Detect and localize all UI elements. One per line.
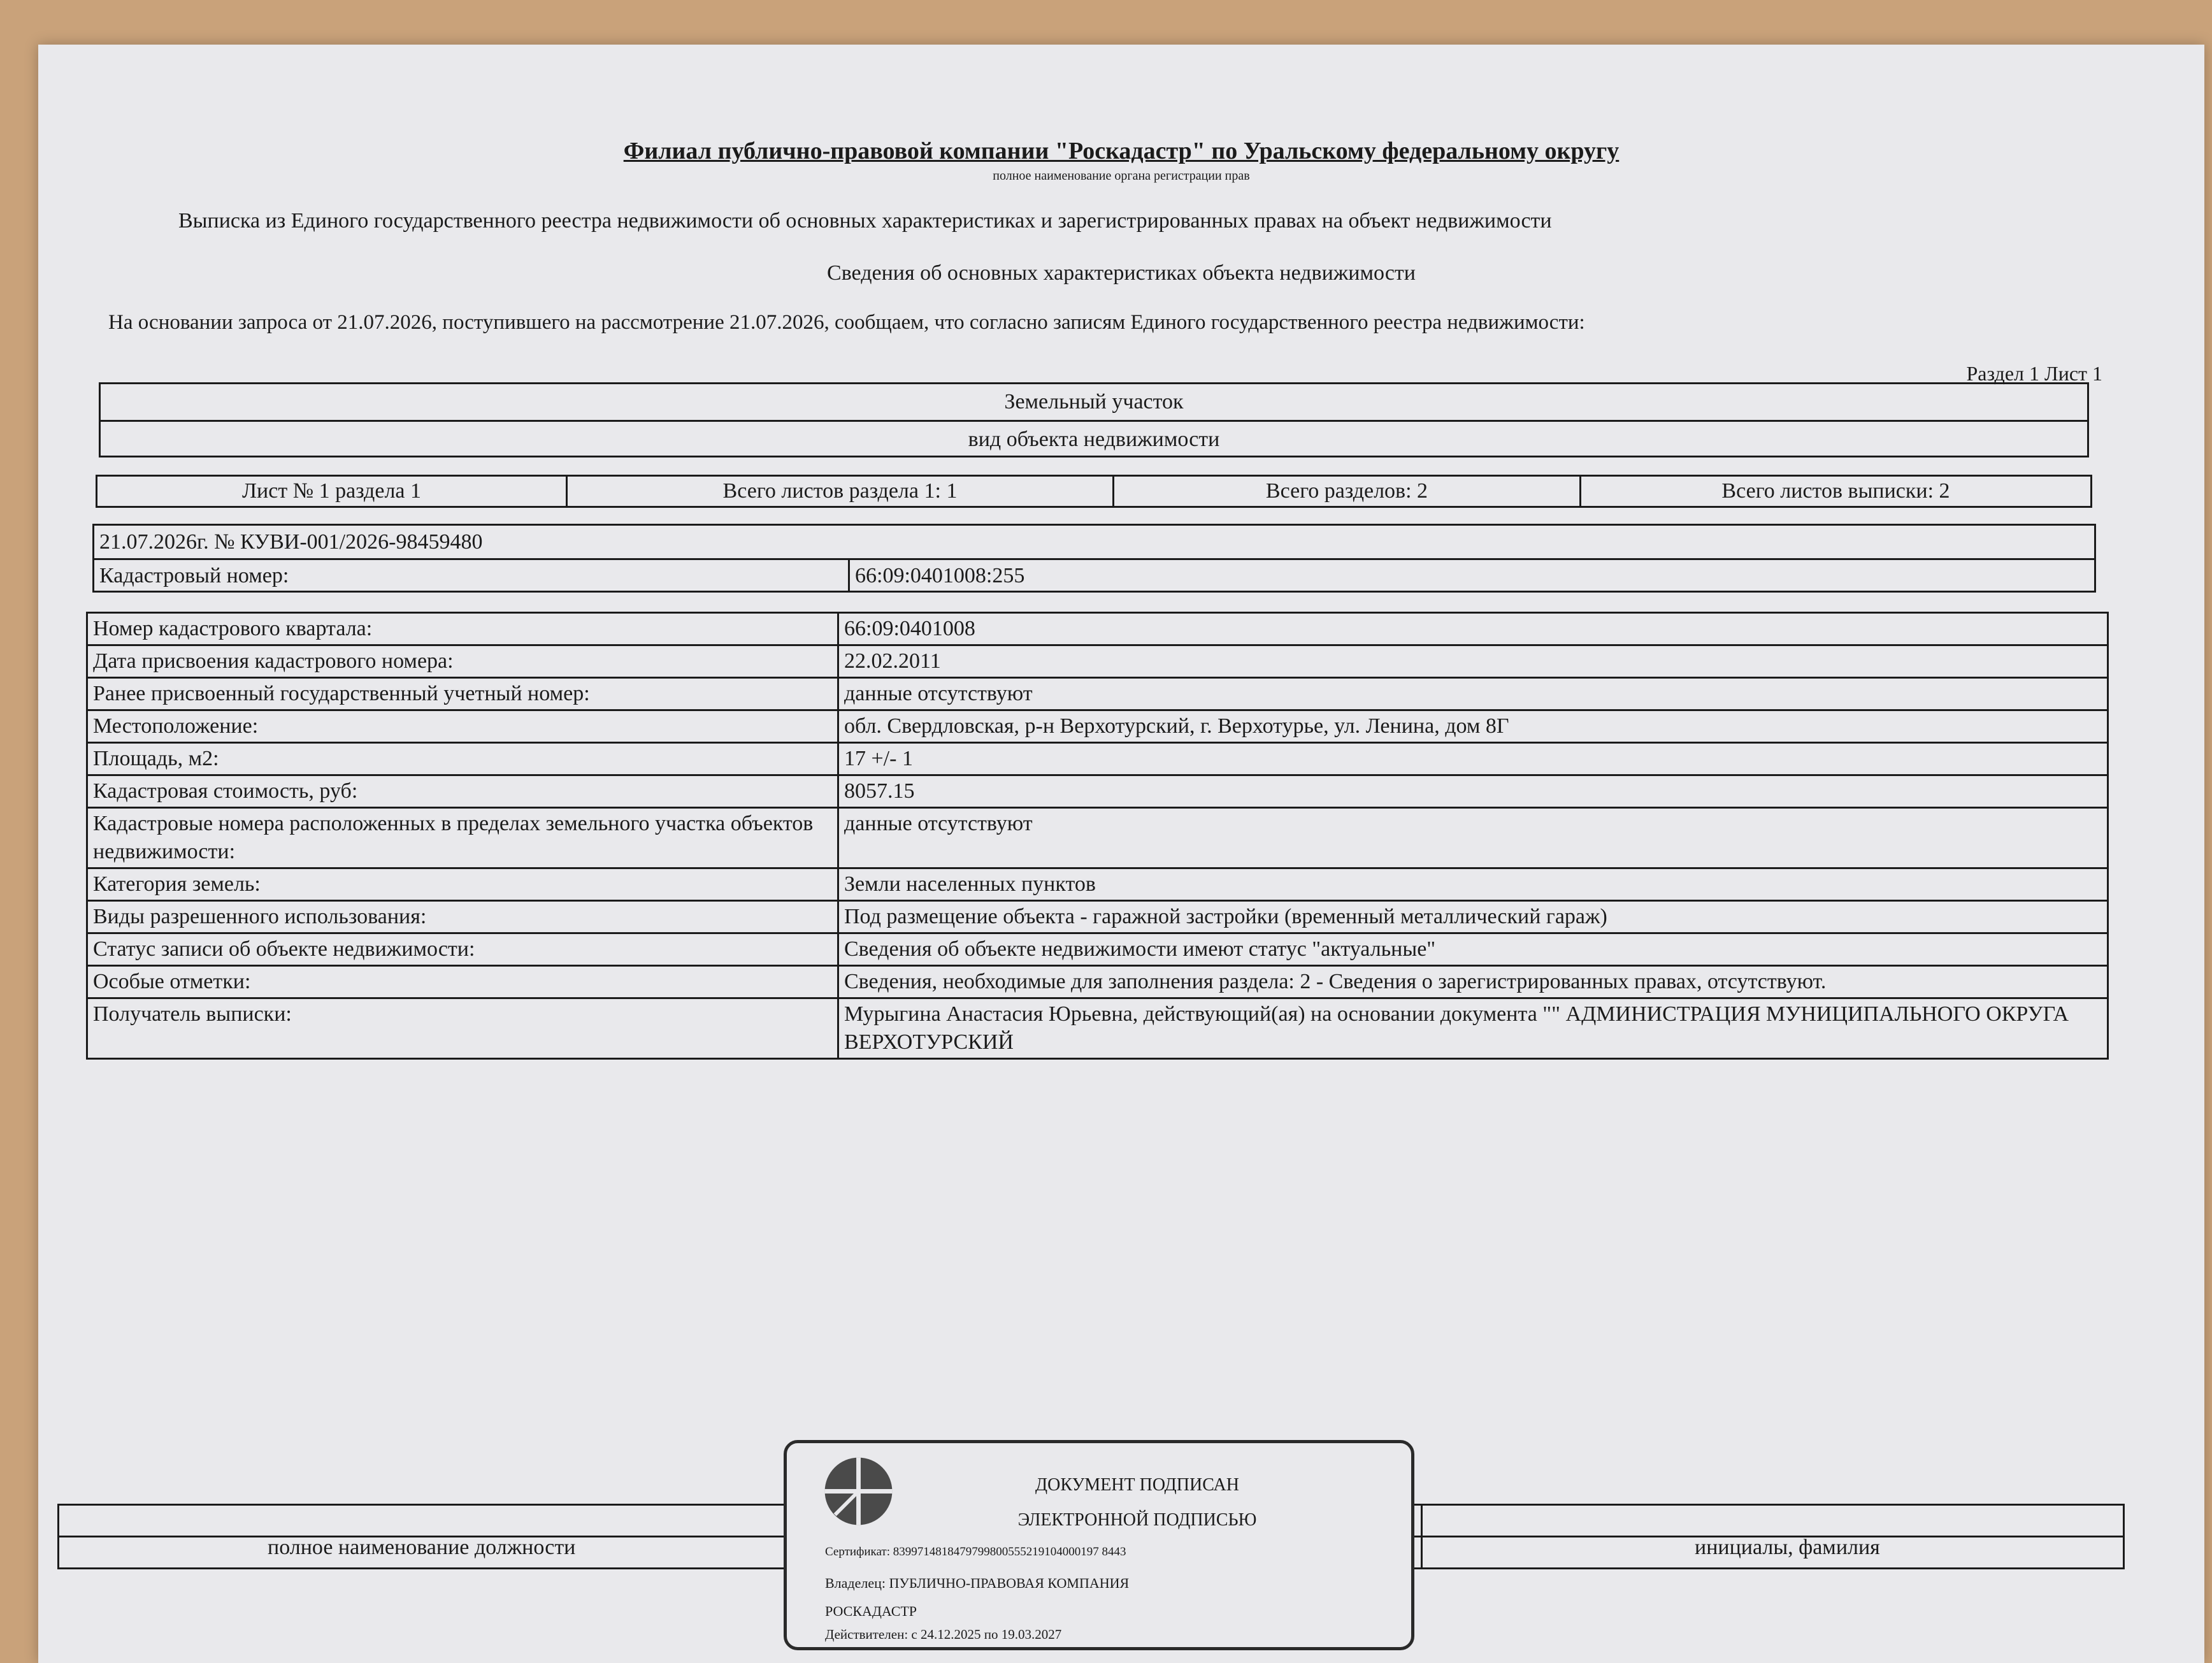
detail-value: данные отсутствуют xyxy=(838,678,2108,710)
stamp-line2: ЭЛЕКТРОННОЙ ПОДПИСЬЮ xyxy=(1017,1510,1257,1530)
total-sections: Всего разделов: 2 xyxy=(1112,477,1579,506)
table-row xyxy=(87,868,2108,901)
extract-number: 21.07.2026г. № КУВИ-001/2026-98459480 xyxy=(94,526,2094,560)
stamp-certificate: Сертификат: 8399714818479799800555219104000197 8443 xyxy=(825,1545,1126,1559)
table-row xyxy=(87,966,2108,998)
electronic-signature-stamp xyxy=(784,1440,1414,1650)
detail-label: Номер кадастрового квартала: xyxy=(87,613,838,645)
detail-label: Кадастровые номера расположенных в пределах земельного участка объектов недвижимости: xyxy=(87,808,838,868)
table-row xyxy=(87,901,2108,933)
section-title: Сведения об основных характеристиках объекта недвижимости xyxy=(827,261,1416,285)
total-sheets-section: Всего листов раздела 1: 1 xyxy=(566,477,1112,506)
detail-value: 66:09:0401008 xyxy=(838,613,2108,645)
detail-value: Под размещение объекта - гаражной застройки (временный металлический гараж) xyxy=(838,901,2108,933)
detail-value: Земли населенных пунктов xyxy=(838,868,2108,901)
detail-label: Статус записи об объекте недвижимости: xyxy=(87,933,838,966)
detail-value: 22.02.2011 xyxy=(838,645,2108,678)
table-row xyxy=(87,775,2108,808)
table-row xyxy=(87,933,2108,966)
stamp-line1: ДОКУМЕНТ ПОДПИСАН xyxy=(1035,1475,1239,1495)
organization-name: Филиал публично-правовой компании "Роскадастр" по Уральскому федеральному округу xyxy=(623,138,1620,164)
position-caption: полное наименование должности xyxy=(268,1536,576,1559)
table-row xyxy=(87,678,2108,710)
detail-value: Сведения, необходимые для заполнения раздела: 2 - Сведения о зарегистрированных правах, отсутствуют. xyxy=(838,966,2108,998)
basis-text: На основании запроса от 21.07.2026, поступившего на рассмотрение 21.07.2026, сообщаем, что согласно записям Единого государственного реестра недвижимости: xyxy=(108,311,1585,334)
cadastral-number-value: 66:09:0401008:255 xyxy=(855,564,1025,587)
stamp-owner: Владелец: ПУБЛИЧНО-ПРАВОВАЯ КОМПАНИЯ РОСКАДАСТР xyxy=(825,1575,1130,1619)
detail-label: Местоположение: xyxy=(87,710,838,743)
object-type: Земельный участок xyxy=(1004,390,1184,414)
detail-value: обл. Свердловская, р-н Верхотурский, г. Верхотурье, ул. Ленина, дом 8Г xyxy=(838,710,2108,743)
section-reference: Раздел 1 Лист 1 xyxy=(1966,362,2102,385)
detail-value: Мурыгина Анастасия Юрьевна, действующий(ая) на основании документа "" АДМИНИСТРАЦИЯ МУНИЦИПАЛЬНОГО ОКРУГА ВЕРХОТУРСКИЙ xyxy=(838,998,2108,1059)
detail-label: Особые отметки: xyxy=(87,966,838,998)
organization-caption: полное наименование органа регистрации прав xyxy=(993,169,1250,183)
detail-label: Кадастровая стоимость, руб: xyxy=(87,775,838,808)
total-sheets-extract: Всего листов выписки: 2 xyxy=(1579,477,2090,506)
table-row xyxy=(87,808,2108,868)
table-row xyxy=(87,710,2108,743)
detail-value: 17 +/- 1 xyxy=(838,743,2108,775)
cadastral-number-label: Кадастровый номер: xyxy=(94,560,850,593)
table-row xyxy=(87,645,2108,678)
extract-number-box xyxy=(92,524,2096,593)
detail-value: данные отсутствуют xyxy=(838,808,2108,868)
detail-label: Ранее присвоенный государственный учетный номер: xyxy=(87,678,838,710)
table-row xyxy=(87,998,2108,1059)
detail-label: Категория земель: xyxy=(87,868,838,901)
document-title: Выписка из Единого государственного реестра недвижимости об основных характеристиках и зарегистрированных правах на объект недвижимости xyxy=(178,209,1552,233)
object-type-box xyxy=(99,382,2089,457)
detail-label: Дата присвоения кадастрового номера: xyxy=(87,645,838,678)
name-caption: инициалы, фамилия xyxy=(1695,1536,1880,1559)
table-row xyxy=(87,613,2108,645)
sheets-info-row xyxy=(96,475,2092,508)
stamp-validity: Действителен: с 24.12.2025 по 19.03.2027 xyxy=(825,1627,1062,1642)
detail-value: Сведения об объекте недвижимости имеют статус "актуальные" xyxy=(838,933,2108,966)
detail-label: Виды разрешенного использования: xyxy=(87,901,838,933)
detail-label: Получатель выписки: xyxy=(87,998,838,1059)
detail-value: 8057.15 xyxy=(838,775,2108,808)
document-sheet xyxy=(38,45,2204,1663)
detail-label: Площадь, м2: xyxy=(87,743,838,775)
table-row xyxy=(87,743,2108,775)
sheet-number: Лист № 1 раздела 1 xyxy=(242,479,421,503)
object-type-caption: вид объекта недвижимости xyxy=(101,420,2087,457)
property-details-table xyxy=(86,612,2109,1060)
